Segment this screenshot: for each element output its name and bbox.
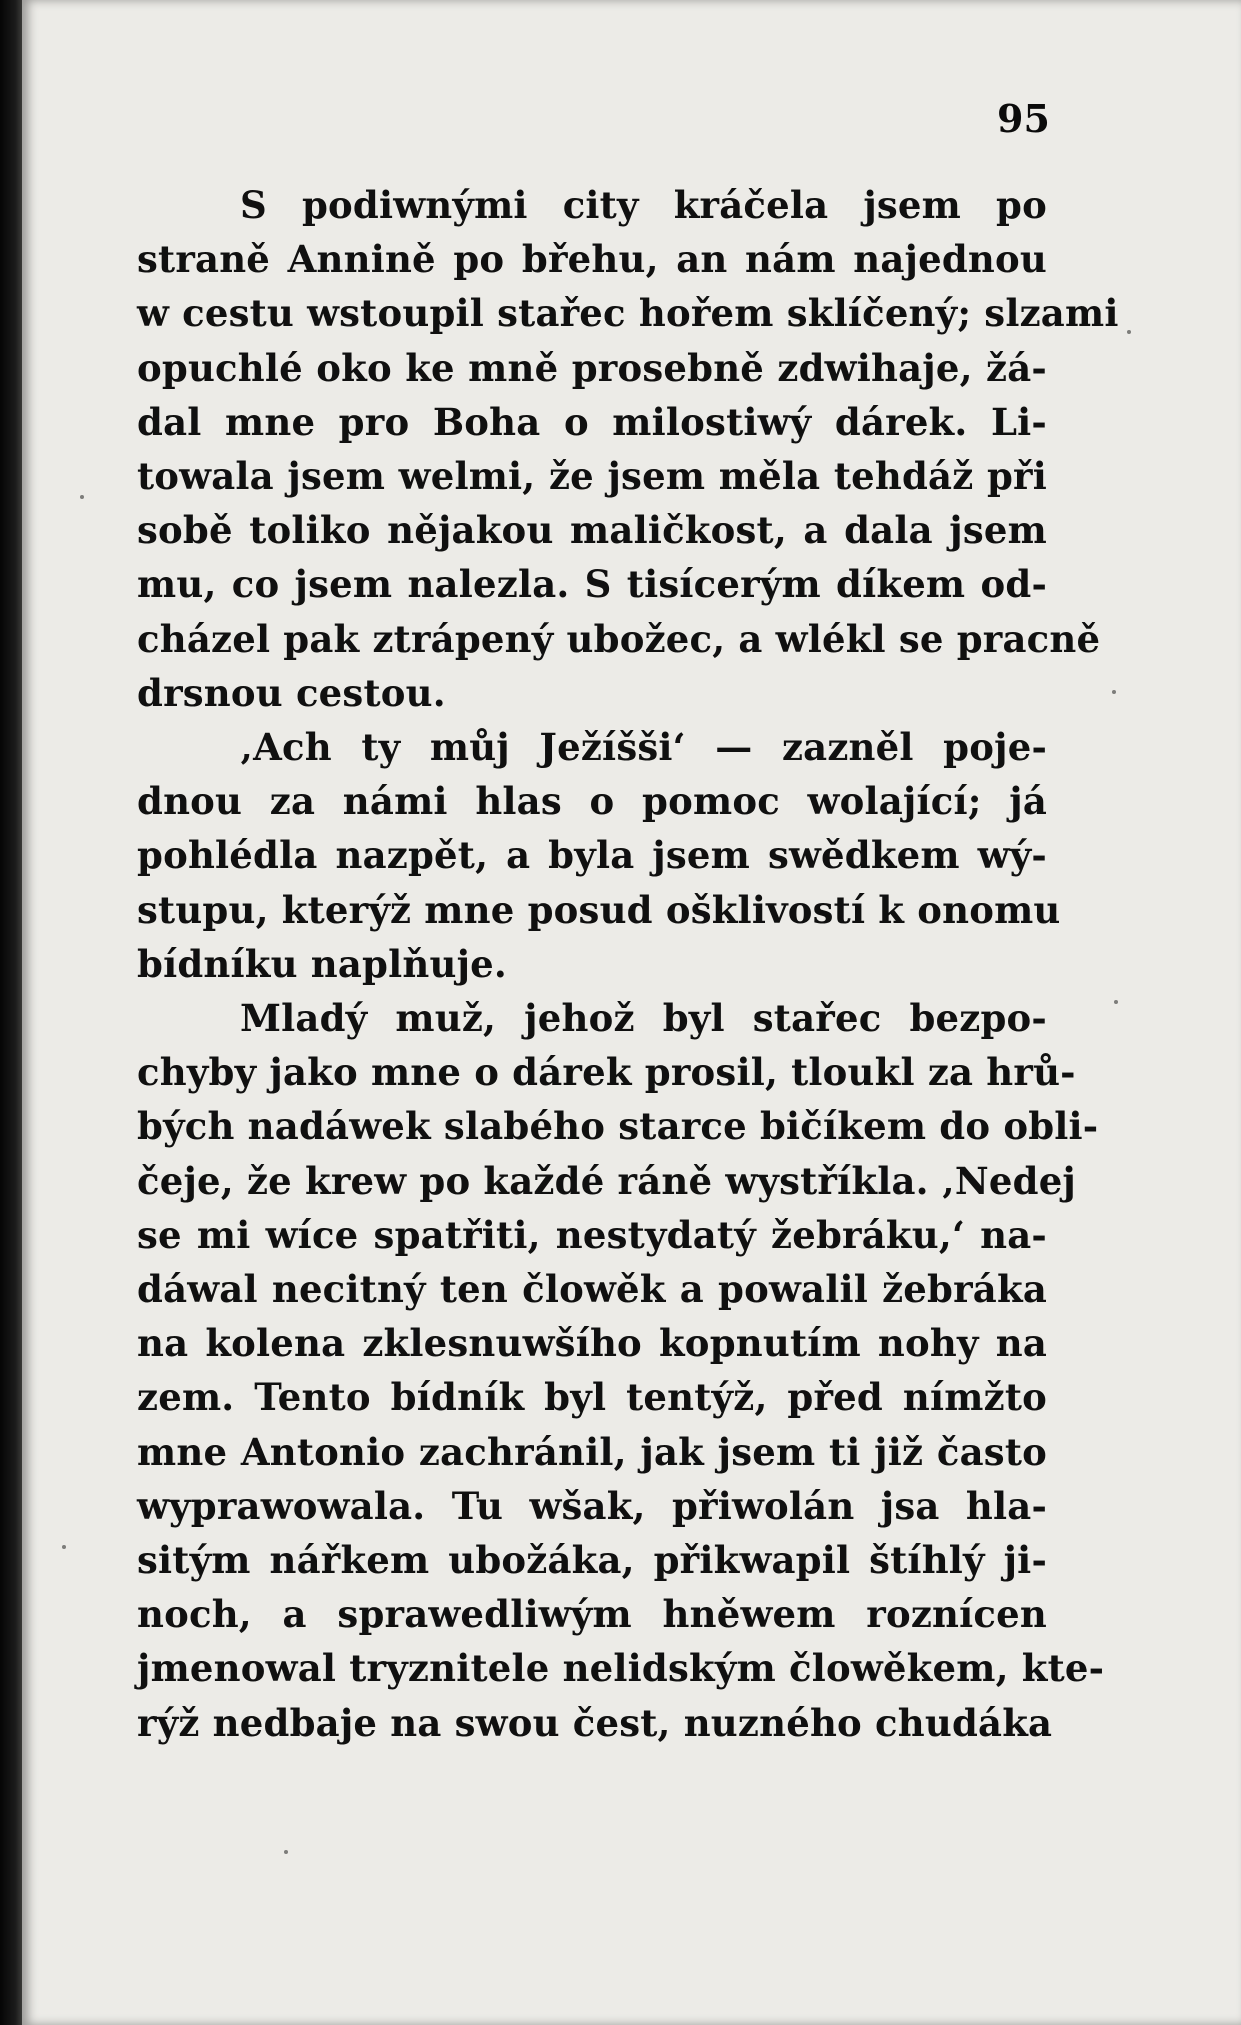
text-line: noch, a sprawedliwým hněwem roznícen — [137, 1592, 1047, 1637]
text-line: dáwal necitný ten člowěk a powalil žebráka — [137, 1267, 1047, 1311]
text-line: sitým nářkem ubožáka, přikwapil štíhlý ji- — [137, 1538, 1047, 1582]
text-line: S podiwnými city kráčela jsem po — [240, 183, 1047, 227]
text-line: bých nadáwek slabého starce bičíkem do obli- — [137, 1104, 1099, 1149]
text-line: cházel pak ztrápený ubožec, a wlékl se pracně — [137, 616, 1101, 661]
text-line: mu, co jsem nalezla. S tisícerým díkem od- — [137, 562, 1047, 607]
text-line: w cestu wstoupil stařec hořem sklíčený; slzami — [137, 291, 1119, 336]
paper-speck — [80, 495, 84, 499]
text-line: towala jsem welmi, že jsem měla tehdáž při — [137, 454, 1047, 498]
text-line: dnou za námi hlas o pomoc wolající; já — [137, 779, 1047, 824]
paper-speck — [62, 1545, 66, 1549]
paper-speck — [1127, 330, 1131, 334]
book-page — [22, 0, 1241, 2025]
text-line: pohlédla nazpět, a byla jsem swědkem wý- — [137, 833, 1047, 878]
text-line: mne Antonio zachránil, jak jsem ti již často — [137, 1429, 1047, 1474]
text-line: drsnou cestou. — [137, 670, 446, 715]
text-line: Mladý muž, jehož byl stařec bezpo- — [240, 996, 1047, 1040]
book-binding-edge — [0, 0, 22, 2025]
text-line: čeje, že krew po každé ráně wystříkla. ‚Nedej — [137, 1158, 1077, 1203]
text-line: se mi wíce spatřiti, nestydatý žebráku,‘ na- — [137, 1212, 1047, 1257]
text-line: chyby jako mne o dárek prosil, tloukl za hrů- — [137, 1050, 1076, 1095]
text-line: wyprawowala. Tu wšak, přiwolán jsa hla- — [137, 1483, 1047, 1528]
text-line: zem. Tento bídník byl tentýž, před nímžto — [137, 1375, 1047, 1420]
text-line: opuchlé oko ke mně prosebně zdwihaje, žá- — [137, 345, 1047, 390]
paper-speck — [284, 1850, 288, 1854]
text-line: sobě toliko nějakou maličkost, a dala jsem — [137, 508, 1047, 553]
text-line: jmenowal tryznitele nelidským člowěkem, kte- — [137, 1646, 1105, 1691]
text-line: na kolena zklesnuwšího kopnutím nohy na — [137, 1321, 1047, 1366]
text-line: stupu, kterýž mne posud ošklivostí k onomu — [137, 887, 1061, 932]
paper-speck — [1112, 690, 1116, 694]
text-line: straně Annině po břehu, an nám najednou — [137, 237, 1047, 282]
text-line: rýž nedbaje na swou čest, nuzného chudáka — [137, 1700, 1053, 1745]
paper-speck — [1114, 1000, 1118, 1004]
text-line: ‚Ach ty můj Ježíšši‘ — zazněl poje- — [240, 725, 1047, 769]
page-number: 95 — [997, 96, 1050, 141]
text-line: bídníku naplňuje. — [137, 941, 507, 986]
text-line: dal mne pro Boha o milostiwý dárek. Li- — [137, 399, 1047, 444]
